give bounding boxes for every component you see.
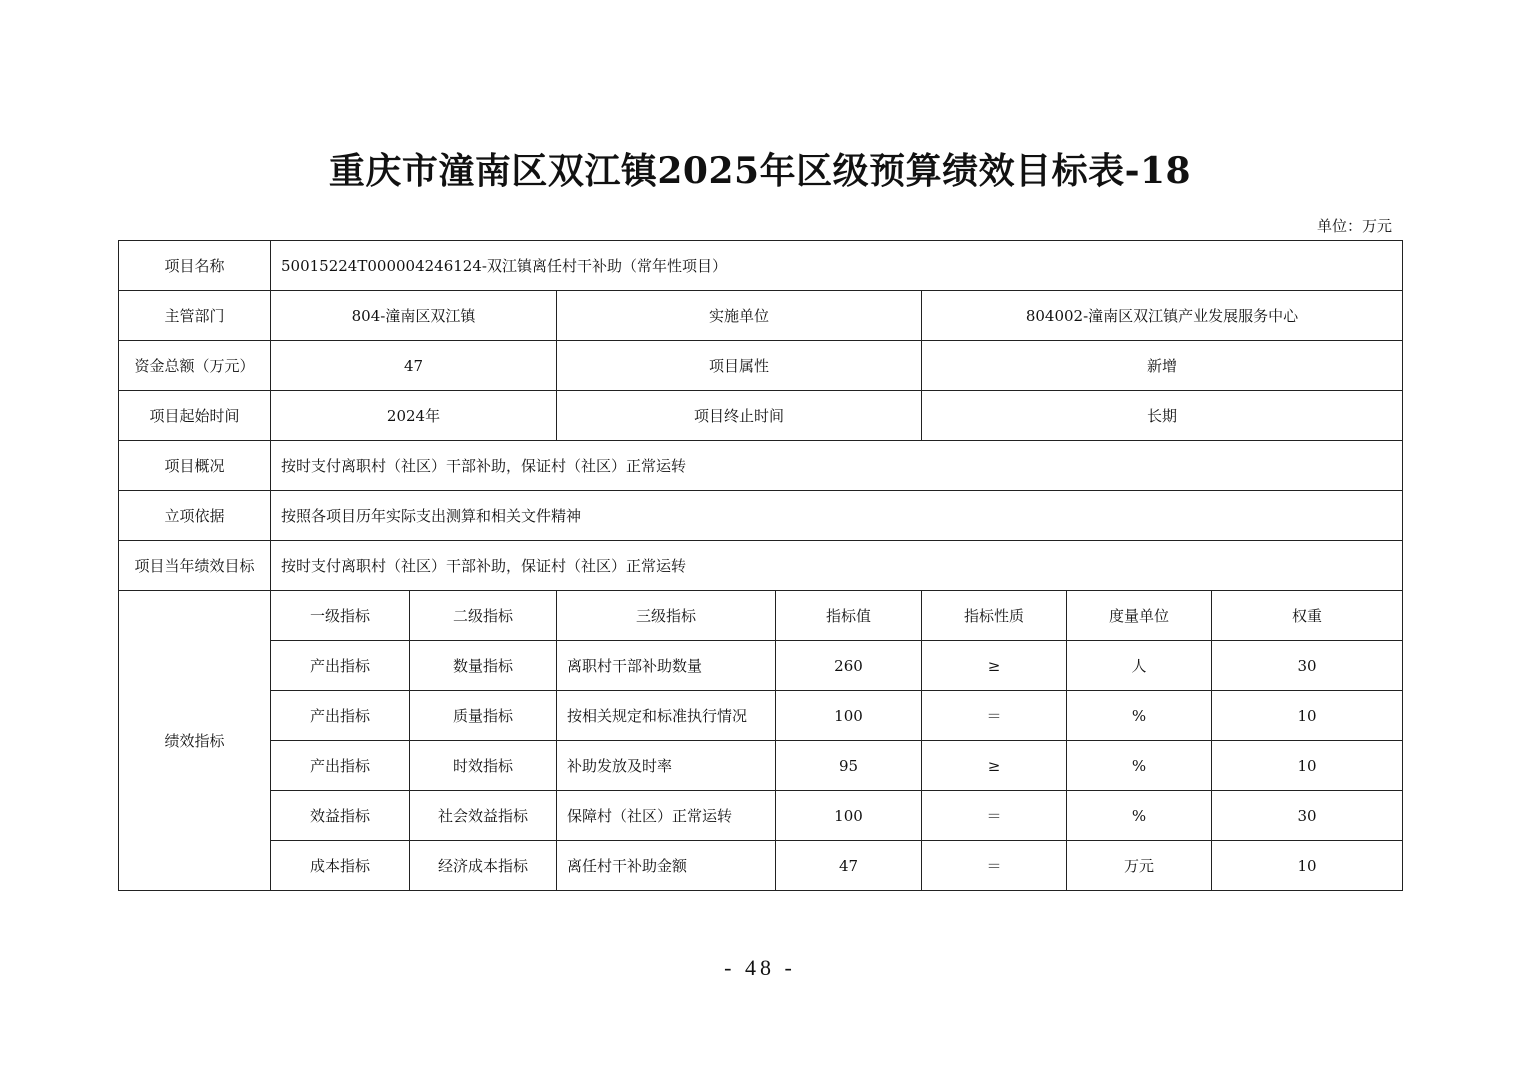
header-level2: 二级指标 <box>410 591 557 641</box>
unit-cell: % <box>1067 691 1212 741</box>
goal-value: 按时支付离职村（社区）干部补助，保证村（社区）正常运转 <box>271 541 1403 591</box>
weight-cell: 10 <box>1212 691 1403 741</box>
end-label: 项目终止时间 <box>557 391 922 441</box>
overview-value: 按时支付离职村（社区）干部补助，保证村（社区）正常运转 <box>271 441 1403 491</box>
basis-label: 立项依据 <box>119 491 271 541</box>
row-time <box>119 391 1403 441</box>
unit-cell: % <box>1067 741 1212 791</box>
unit-cell: 人 <box>1067 641 1212 691</box>
header-nature: 指标性质 <box>922 591 1067 641</box>
indicator-row <box>119 691 1403 741</box>
level3-cell: 离任村干补助金额 <box>557 841 776 891</box>
level1-cell: 产出指标 <box>271 641 410 691</box>
level2-cell: 经济成本指标 <box>410 841 557 891</box>
level1-cell: 成本指标 <box>271 841 410 891</box>
indicator-row <box>119 641 1403 691</box>
start-value: 2024年 <box>271 391 557 441</box>
fund-label: 资金总额（万元） <box>119 341 271 391</box>
nature-cell: ＝ <box>922 691 1067 741</box>
start-label: 项目起始时间 <box>119 391 271 441</box>
weight-cell: 30 <box>1212 791 1403 841</box>
level1-cell: 效益指标 <box>271 791 410 841</box>
impl-label: 实施单位 <box>557 291 922 341</box>
attr-value: 新增 <box>922 341 1403 391</box>
dept-value: 804-潼南区双江镇 <box>271 291 557 341</box>
nature-cell: ≥ <box>922 641 1067 691</box>
unit-label: 单位：万元 <box>1316 217 1392 235</box>
project-name-label: 项目名称 <box>119 241 271 291</box>
indicator-header-row <box>119 591 1403 641</box>
value-cell: 47 <box>776 841 922 891</box>
goal-label: 项目当年绩效目标 <box>119 541 271 591</box>
impl-value: 804002-潼南区双江镇产业发展服务中心 <box>922 291 1403 341</box>
row-goal <box>119 541 1403 591</box>
indicator-row <box>119 841 1403 891</box>
level3-cell: 补助发放及时率 <box>557 741 776 791</box>
header-unit: 度量单位 <box>1067 591 1212 641</box>
nature-cell: ＝ <box>922 791 1067 841</box>
row-department <box>119 291 1403 341</box>
basis-value: 按照各项目历年实际支出测算和相关文件精神 <box>271 491 1403 541</box>
page-title: 重庆市潼南区双江镇2025年区级预算绩效目标表-18 <box>328 150 1192 192</box>
nature-cell: ＝ <box>922 841 1067 891</box>
row-project-name <box>119 241 1403 291</box>
dept-label: 主管部门 <box>119 291 271 341</box>
page-number: - 48 - <box>724 955 796 980</box>
weight-cell: 10 <box>1212 741 1403 791</box>
end-value: 长期 <box>922 391 1403 441</box>
nature-cell: ≥ <box>922 741 1067 791</box>
indicator-section-label: 绩效指标 <box>119 591 271 891</box>
level3-cell: 保障村（社区）正常运转 <box>557 791 776 841</box>
level1-cell: 产出指标 <box>271 741 410 791</box>
value-cell: 100 <box>776 691 922 741</box>
value-cell: 260 <box>776 641 922 691</box>
value-cell: 95 <box>776 741 922 791</box>
header-level3: 三级指标 <box>557 591 776 641</box>
header-weight: 权重 <box>1212 591 1403 641</box>
level3-cell: 按相关规定和标准执行情况 <box>557 691 776 741</box>
value-cell: 100 <box>776 791 922 841</box>
weight-cell: 30 <box>1212 641 1403 691</box>
indicator-row <box>119 791 1403 841</box>
row-fund <box>119 341 1403 391</box>
fund-value: 47 <box>271 341 557 391</box>
project-name-value: 50015224T000004246124-双江镇离任村干补助（常年性项目） <box>271 241 1403 291</box>
header-value: 指标值 <box>776 591 922 641</box>
header-level1: 一级指标 <box>271 591 410 641</box>
unit-cell: 万元 <box>1067 841 1212 891</box>
level2-cell: 质量指标 <box>410 691 557 741</box>
level2-cell: 数量指标 <box>410 641 557 691</box>
level1-cell: 产出指标 <box>271 691 410 741</box>
overview-label: 项目概况 <box>119 441 271 491</box>
row-overview <box>119 441 1403 491</box>
level2-cell: 社会效益指标 <box>410 791 557 841</box>
unit-cell: % <box>1067 791 1212 841</box>
level2-cell: 时效指标 <box>410 741 557 791</box>
level3-cell: 离职村干部补助数量 <box>557 641 776 691</box>
indicator-row <box>119 741 1403 791</box>
performance-target-table <box>118 240 1403 891</box>
weight-cell: 10 <box>1212 841 1403 891</box>
row-basis <box>119 491 1403 541</box>
attr-label: 项目属性 <box>557 341 922 391</box>
